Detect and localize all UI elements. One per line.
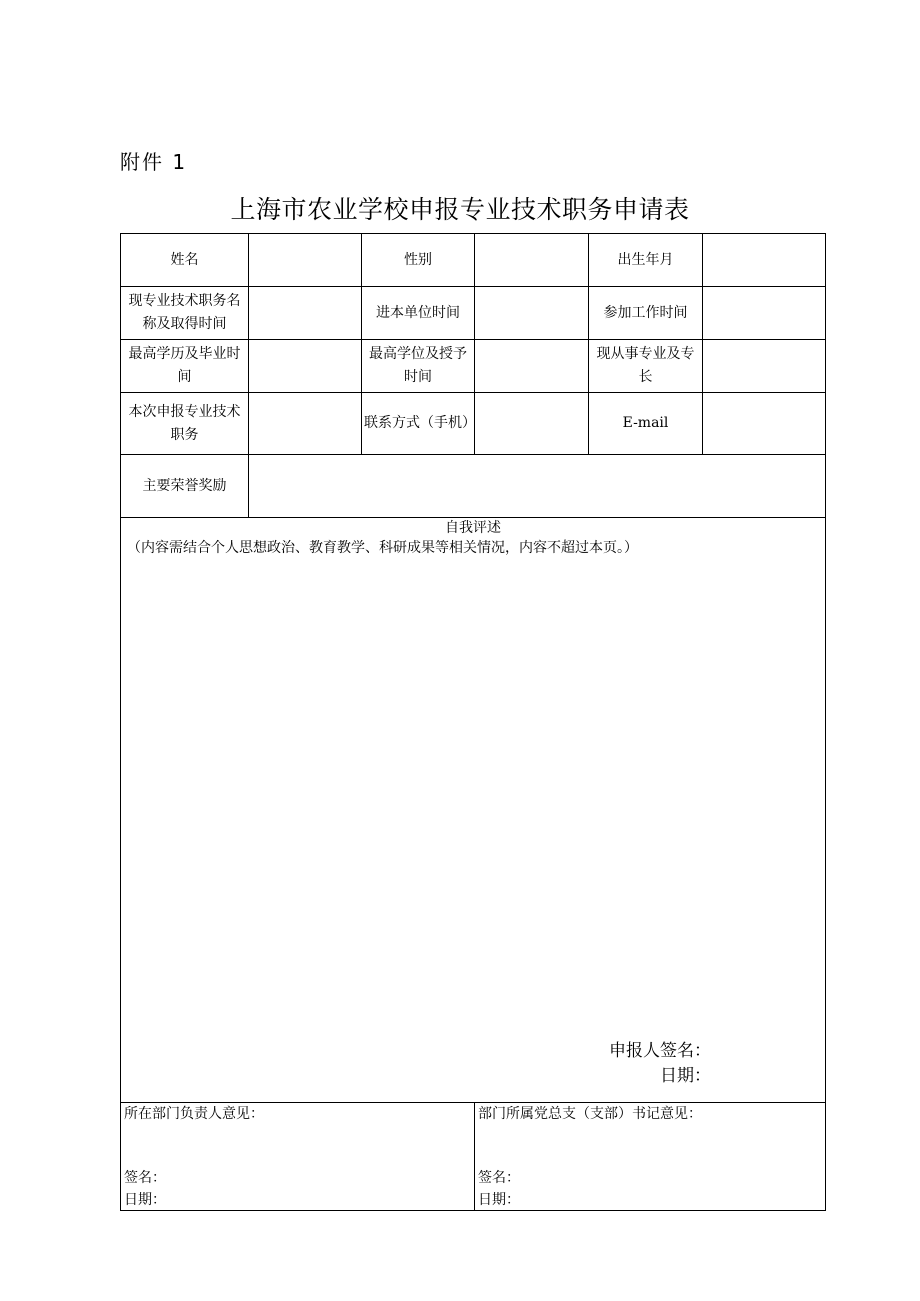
join-date-label: 进本单位时间 [362,287,475,340]
gender-field[interactable] [475,234,589,287]
form-row-basic [121,234,826,287]
party-date-label: 日期： [478,1192,520,1208]
email-field[interactable] [703,393,826,455]
form-row-opinions [121,1103,826,1211]
degree-field[interactable] [475,340,589,393]
work-start-field[interactable] [703,287,826,340]
education-field[interactable] [249,340,362,393]
degree-label: 最高学位及授予时间 [362,340,475,393]
email-label: E-mail [589,393,703,455]
form-title: 上海市农业学校申报专业技术职务申请表 [230,195,690,224]
self-review-note: （内容需结合个人思想政治、教育教学、科研成果等相关情况，内容不超过本页。） [127,540,638,556]
applicant-signature-label: 申报人签名： [609,1041,711,1061]
self-review-heading: 自我评述 [445,520,501,536]
birth-field[interactable] [703,234,826,287]
work-start-label: 参加工作时间 [589,287,703,340]
education-label: 最高学历及毕业时间 [121,340,249,393]
attachment-label: 附件 1 [120,150,188,174]
name-field[interactable] [249,234,362,287]
party-opinion-cell[interactable] [475,1103,826,1211]
form-row-title [121,287,826,340]
current-title-label: 现专业技术职务名称及取得时间 [121,287,249,340]
contact-field[interactable] [475,393,589,455]
party-sign-label: 签名： [478,1170,520,1186]
specialty-label: 现从事专业及专长 [589,340,703,393]
contact-label: 联系方式（手机） [362,393,475,455]
birth-label: 出生年月 [589,234,703,287]
party-opinion-title: 部门所属党总支（支部）书记意见： [478,1106,702,1122]
form-row-application [121,393,826,455]
dept-sign-label: 签名： [124,1170,166,1186]
honors-label: 主要荣誉奖励 [121,455,249,518]
self-review-cell[interactable] [121,518,826,1103]
join-date-field[interactable] [475,287,589,340]
applicant-signature-block [609,1039,711,1089]
form-row-honors [121,455,826,518]
gender-label: 性别 [362,234,475,287]
application-form-table [120,233,826,1211]
dept-date-label: 日期： [124,1192,166,1208]
current-title-field[interactable] [249,287,362,340]
honors-field[interactable] [249,455,826,518]
apply-title-field[interactable] [249,393,362,455]
specialty-field[interactable] [703,340,826,393]
apply-title-label: 本次申报专业技术职务 [121,393,249,455]
dept-opinion-title: 所在部门负责人意见： [124,1106,264,1122]
form-row-education [121,340,826,393]
dept-opinion-cell[interactable] [121,1103,475,1211]
form-row-self-review [121,518,826,1103]
name-label: 姓名 [121,234,249,287]
applicant-date-label: 日期： [660,1066,711,1086]
